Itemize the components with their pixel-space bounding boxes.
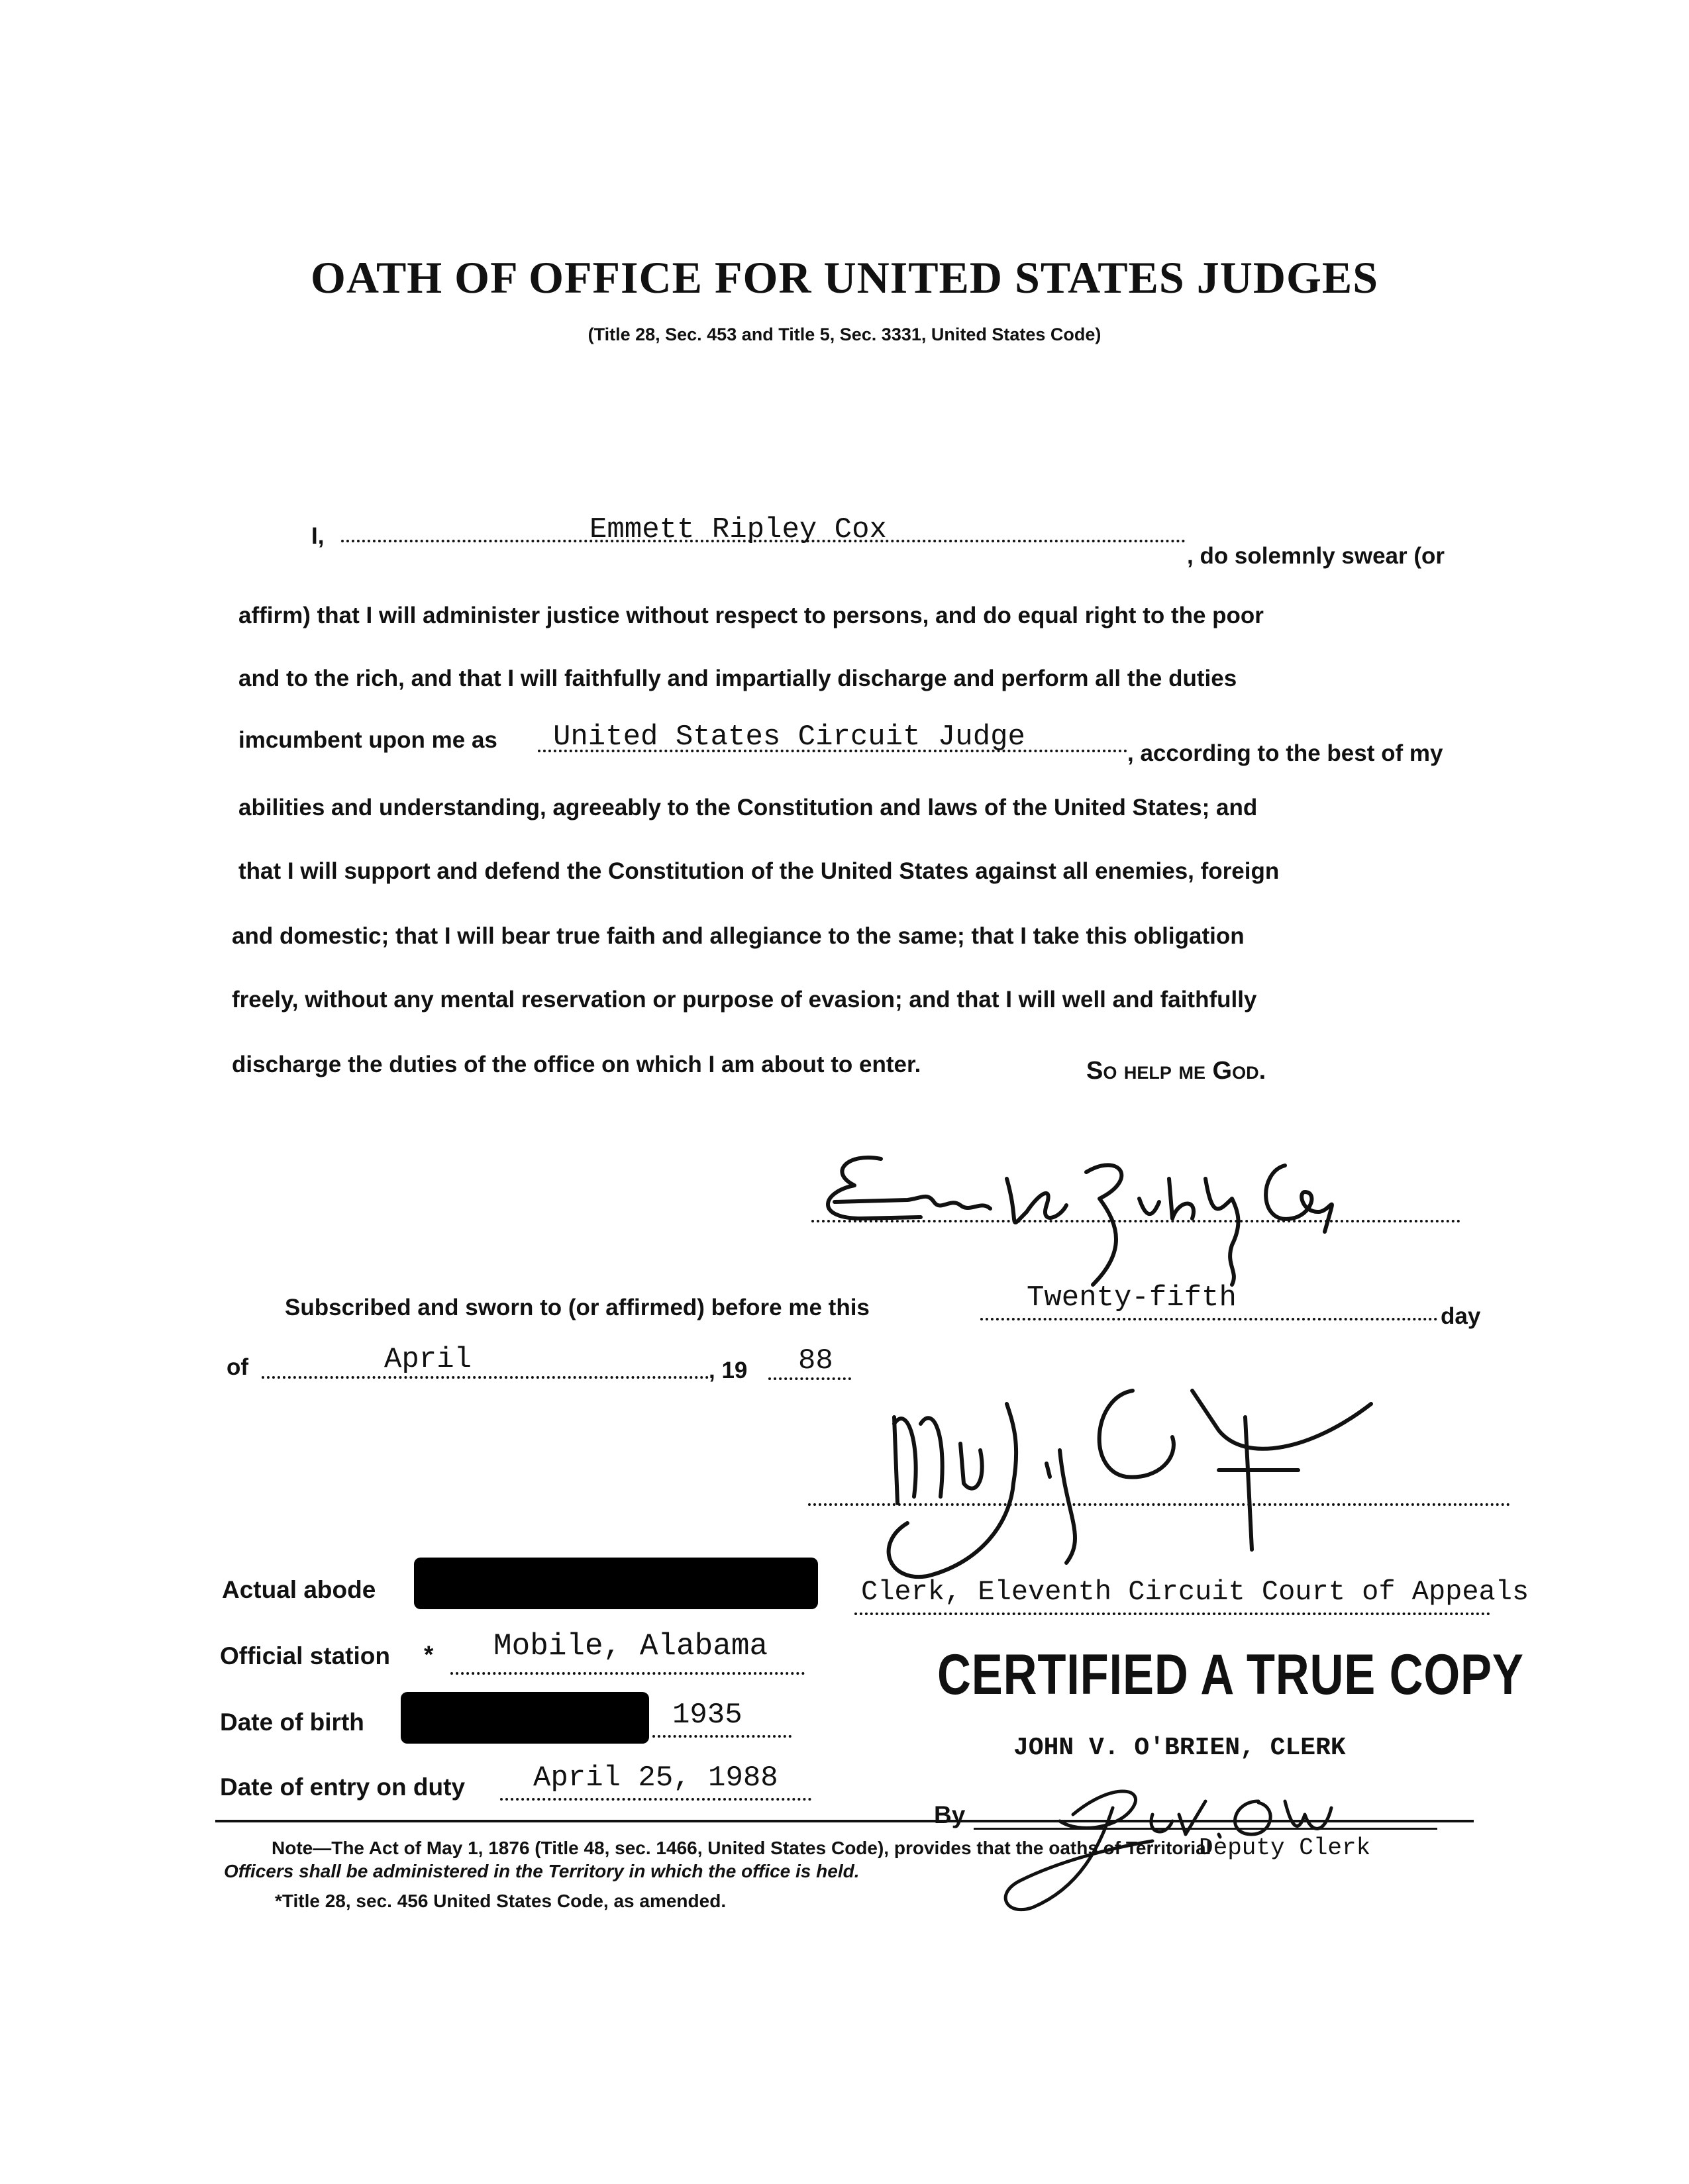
- note1-line-b: Officers shall be administered in the Territory in which the office is held.: [224, 1861, 860, 1881]
- sworn-prefix: Subscribed and sworn to (or affirmed) before me this: [285, 1295, 870, 1320]
- station-label: Official station: [220, 1642, 390, 1669]
- birth-dotted-line: [652, 1735, 792, 1738]
- entry-dotted-line: [500, 1798, 811, 1801]
- sworn-of-label: of: [227, 1354, 249, 1380]
- clerk-title: Clerk, Eleventh Circuit Court of Appeals: [861, 1576, 1529, 1608]
- clerk-title-line: [854, 1613, 1490, 1615]
- station-value: Mobile, Alabama: [493, 1629, 768, 1663]
- sworn-day-label: day: [1441, 1303, 1481, 1329]
- swearer-name: Emmett Ripley Cox: [589, 513, 887, 546]
- station-dotted-line: [450, 1672, 805, 1675]
- clerk-signature: [848, 1364, 1391, 1589]
- document-subtitle: (Title 28, Sec. 453 and Title 5, Sec. 3331, United States Code): [588, 324, 1101, 344]
- month-dotted-line: [262, 1376, 709, 1379]
- judge-signature: [808, 1139, 1351, 1298]
- oath-line6: that I will support and defend the Constitution of the United States against all enemies, foreign: [238, 858, 1280, 884]
- note1-line-a: Note—The Act of May 1, 1876 (Title 48, sec. 1466, United States Code), provides that the oaths of Territorial: [272, 1838, 1211, 1858]
- oath-line3: and to the rich, and that I will faithfully and impartially discharge and perform all the duties: [238, 666, 1237, 691]
- oath-line4-suffix: , according to the best of my: [1127, 740, 1443, 766]
- oath-line9: discharge the duties of the office on which I am about to enter.: [232, 1052, 921, 1077]
- station-marker: *: [424, 1641, 434, 1668]
- abode-label: Actual abode: [222, 1576, 376, 1603]
- entry-value: April 25, 1988: [533, 1762, 778, 1795]
- sworn-month: April: [384, 1343, 472, 1376]
- certified-stamp: CERTIFIED A TRUE COPY: [937, 1643, 1524, 1707]
- note2: *Title 28, sec. 456 United States Code, as amended.: [275, 1891, 727, 1911]
- sworn-year-prefix: , 19: [709, 1358, 748, 1383]
- entry-label: Date of entry on duty: [220, 1773, 466, 1801]
- oath-line8: freely, without any mental reservation or purpose of evasion; and that I will well and faithfully: [232, 987, 1257, 1013]
- oath-closing: So help me God.: [1086, 1057, 1266, 1085]
- oath-line5: abilities and understanding, agreeably to the Constitution and laws of the United States; and: [238, 795, 1258, 820]
- birth-value: 1935: [672, 1699, 742, 1732]
- oath-line1-suffix: , do solemnly swear (or: [1187, 543, 1445, 569]
- oath-line2: affirm) that I will administer justice without respect to persons, and do equal right to the poor: [238, 603, 1264, 628]
- oath-line7: and domestic; that I will bear true faith and allegiance to the same; that I take this obligation: [232, 923, 1245, 949]
- sworn-day: Twenty-fifth: [1027, 1281, 1237, 1315]
- office-title: United States Circuit Judge: [553, 720, 1025, 754]
- oath-line4-prefix: imcumbent upon me as: [238, 727, 497, 753]
- stamp-deputy: Deputy Clerk: [1199, 1834, 1371, 1861]
- sworn-year: 88: [798, 1344, 833, 1377]
- stamp-by-label: By: [934, 1801, 966, 1828]
- stamp-clerk-name: JOHN V. O'BRIEN, CLERK: [1013, 1734, 1346, 1762]
- abode-redaction: [414, 1558, 818, 1609]
- year-dotted-line: [768, 1377, 851, 1380]
- notes-rule: [215, 1820, 1474, 1822]
- document-title: OATH OF OFFICE FOR UNITED STATES JUDGES: [310, 252, 1379, 303]
- oath-line1-prefix: I,: [311, 523, 325, 549]
- birth-label: Date of birth: [220, 1709, 364, 1736]
- day-dotted-line: [980, 1318, 1437, 1320]
- birth-redaction: [401, 1692, 649, 1744]
